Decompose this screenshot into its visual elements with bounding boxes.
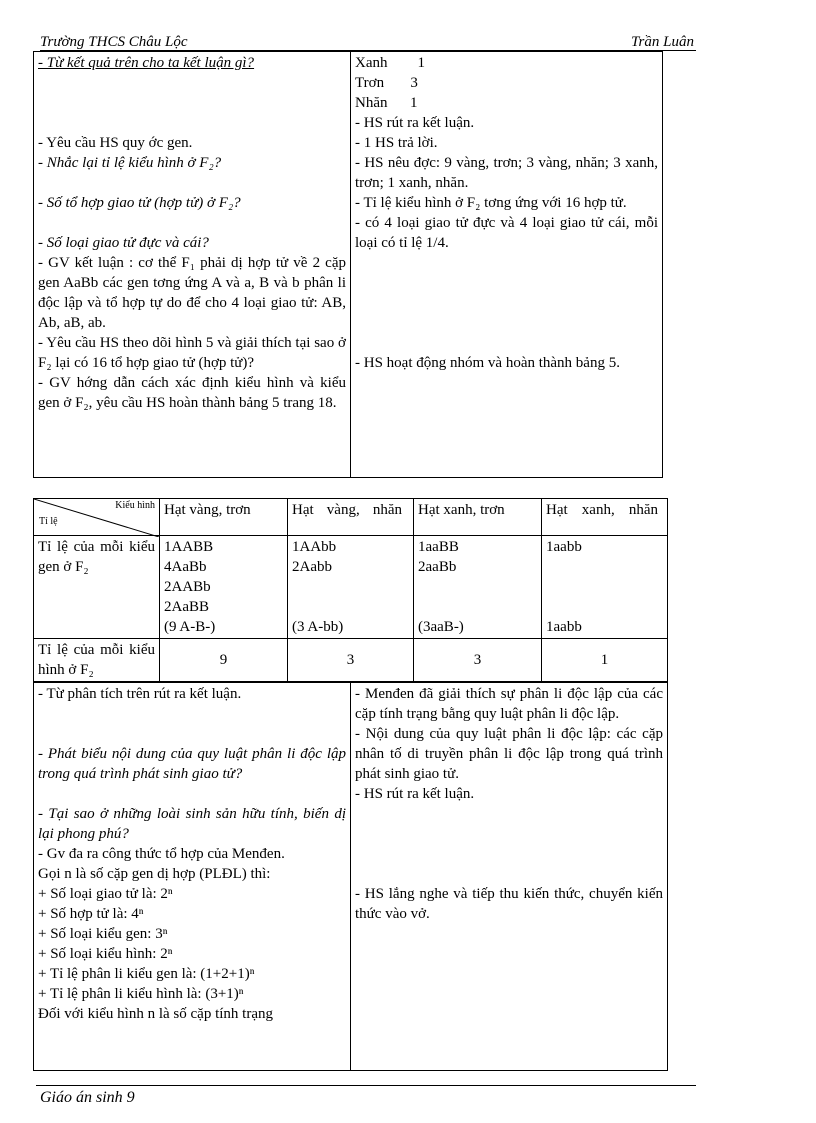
- t3-left-7: + Số loại kiểu gen: 3ⁿ: [38, 926, 168, 942]
- row2-cell-1: 9: [160, 639, 288, 682]
- row2-cell-4: 1: [542, 639, 668, 682]
- t1-right-6: - Tỉ lệ kiểu hình ở F₂ tơng ứng với 16 hợp tử.: [355, 195, 627, 211]
- r1c1-2: 2AABb: [164, 579, 211, 595]
- r1c1-0: 1AABB: [164, 539, 214, 555]
- t1-right-4: - 1 HS trả lời.: [355, 135, 438, 151]
- t1-left-0: - Từ kết quả trên cho ta kết luận gì?: [38, 55, 255, 71]
- t1-right-2: Nhăn 1: [355, 95, 418, 111]
- row1-cell-1: [160, 536, 288, 639]
- t3-left-2: - Tại sao ở những loài sinh sản hữu tính, biến dị lại phong phú?: [38, 806, 346, 842]
- t3-right-2: - HS rút ra kết luận.: [355, 786, 475, 802]
- student-activities-2: [351, 683, 668, 1071]
- header-school: Trường THCS Châu Lộc: [40, 34, 188, 50]
- r1c1-4: (9 A-B-): [164, 619, 216, 635]
- t3-right-0: - Menđen đã giải thích sự phân li độc lập của các cặp tính trạng bằng quy luật phân li độc lập.: [355, 686, 663, 722]
- t3-right-1: - Nội dung của quy luật phân li độc lập: các cặp nhân tố di truyền phân li độc lập trong quá trình phát sinh giao tử.: [355, 726, 663, 782]
- t1-right-0: Xanh 1: [355, 55, 425, 71]
- t3-left-1: - Phát biểu nội dung của quy luật phân li độc lập trong quá trình phát sinh giao tử?: [38, 746, 346, 782]
- corner-header: [34, 499, 160, 536]
- r1c4-0: 1aabb: [546, 539, 582, 555]
- row1-cell-3: [414, 536, 542, 639]
- t3-left-10: + Tỉ lệ phân li kiểu hình là: (3+1)ⁿ: [38, 986, 244, 1002]
- col-header-2-text: Hạt vàng, nhăn: [292, 502, 402, 518]
- row2-cell-3: 3: [414, 639, 542, 682]
- r1c1-3: 2AaBB: [164, 599, 209, 615]
- footer-title: Giáo án sinh 9: [40, 1089, 135, 1106]
- r1c3-1: 2aaBb: [418, 559, 457, 575]
- t1-right-8: - HS hoạt động nhóm và hoàn thành bảng 5.: [355, 355, 620, 371]
- row1-label: Tỉ lệ của mỗi kiểu gen ở F₂: [34, 536, 160, 639]
- teacher-activities: [34, 52, 351, 478]
- corner-top-label: Kiểu hình: [115, 500, 155, 511]
- col-header-4-text: Hạt xanh, nhăn: [546, 502, 658, 518]
- t3-left-8: + Số loại kiểu hình: 2ⁿ: [38, 946, 173, 962]
- r1c4-1: 1aabb: [546, 619, 582, 635]
- row1-cell-4: [542, 536, 668, 639]
- t1-left-7: - GV hớng dẫn cách xác định kiểu hình và kiểu gen ở F₂, yêu cầu HS hoàn thành bảng 5 trang 18.: [38, 375, 346, 411]
- col-header-3: Hạt xanh, trơn: [414, 499, 542, 536]
- activity-table-2: [33, 682, 668, 1071]
- r1c2-0: 1AAbb: [292, 539, 337, 555]
- student-activities: [351, 52, 663, 478]
- t3-left-4: Gọi n là số cặp gen dị hợp (PLĐL) thì:: [38, 866, 271, 882]
- corner-bottom-label: Tỉ lệ: [39, 516, 58, 527]
- t3-left-6: + Số hợp tử là: 4ⁿ: [38, 906, 144, 922]
- t1-left-2: - Nhắc lại tỉ lệ kiểu hình ở F₂?: [38, 155, 222, 171]
- r1c3-0: 1aaBB: [418, 539, 459, 555]
- r1c2-1: 2Aabb: [292, 559, 332, 575]
- row1-cell-2: [288, 536, 414, 639]
- t3-left-0: - Từ phân tích trên rút ra kết luận.: [38, 686, 242, 702]
- t1-right-7: - có 4 loại giao tử đực và 4 loại giao tử cái, mỗi loại có tỉ lệ 1/4.: [355, 215, 658, 251]
- r1c3-2: (3aaB-): [418, 619, 464, 635]
- t1-left-4: - Số loại giao tử đực và cái?: [38, 235, 209, 251]
- t1-left-1: - Yêu cầu HS quy ớc gen.: [38, 135, 193, 151]
- table-5-phenotype-genotype: [33, 498, 668, 682]
- teacher-activities-2: [34, 683, 351, 1071]
- t1-left-6: - Yêu cầu HS theo dõi hình 5 và giải thích tại sao ở F₂ lại có 16 tổ hợp giao tử (hợp tử)?: [38, 335, 346, 371]
- header-author: Trần Luân: [631, 34, 694, 50]
- t1-left-5: - GV kết luận : cơ thể F₁ phải dị hợp tử về 2 cặp gen AaBb các gen tơng ứng A và a, B và b phân li độc lập và tổ hợp tự do để cho 4 loại giao tử: AB, Ab, aB, ab.: [38, 255, 346, 331]
- col-header-1: Hạt vàng, trơn: [160, 499, 288, 536]
- col-header-2: [288, 499, 414, 536]
- row2-cell-2: 3: [288, 639, 414, 682]
- t3-left-3: - Gv đa ra công thức tổ hợp của Menđen.: [38, 846, 285, 862]
- t3-left-9: + Tỉ lệ phân li kiểu gen là: (1+2+1)ⁿ: [38, 966, 255, 982]
- col-header-4: [542, 499, 668, 536]
- row2-label: Tỉ lệ của mỗi kiểu hình ở F₂: [34, 639, 160, 682]
- t3-left-11: Đối với kiểu hình n là số cặp tính trạng: [38, 1006, 273, 1022]
- t1-right-3: - HS rút ra kết luận.: [355, 115, 475, 131]
- activity-table-1: [33, 51, 663, 478]
- r1c1-1: 4AaBb: [164, 559, 207, 575]
- t3-left-5: + Số loại giao tử là: 2ⁿ: [38, 886, 173, 902]
- t1-right-1: Trơn 3: [355, 75, 418, 91]
- t1-left-3: - Số tổ hợp giao tử (hợp tử) ở F₂?: [38, 195, 241, 211]
- footer-divider: [36, 1085, 696, 1086]
- t3-right-3: - HS lắng nghe và tiếp thu kiến thức, chuyển kiến thức vào vở.: [355, 886, 663, 922]
- t1-right-5: - HS nêu đợc: 9 vàng, trơn; 3 vàng, nhăn; 3 xanh, trơn; 1 xanh, nhăn.: [355, 155, 658, 191]
- r1c2-2: (3 A-bb): [292, 619, 344, 635]
